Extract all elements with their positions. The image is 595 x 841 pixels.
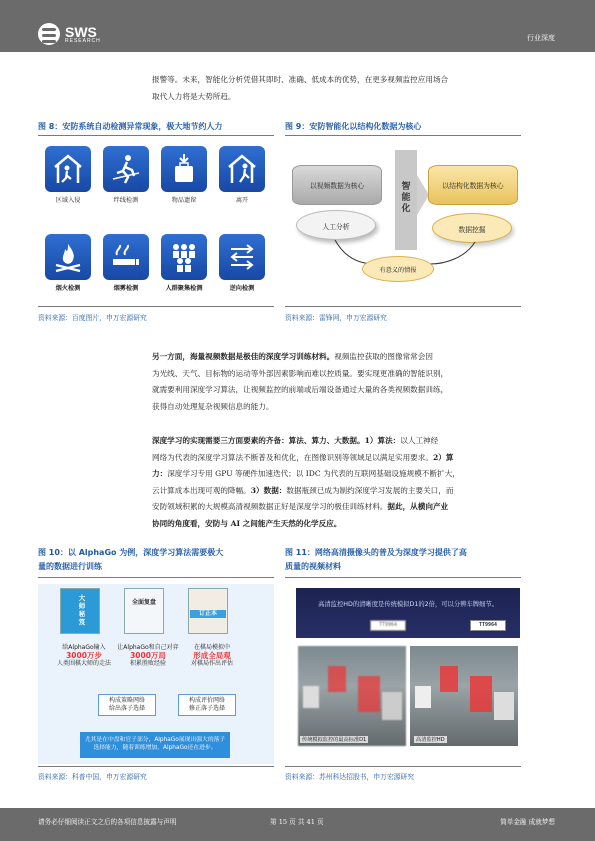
fig8-label-6: 烟雾检测 bbox=[113, 285, 139, 292]
para3-line4b: 3）数据： bbox=[250, 485, 287, 495]
leave-icon bbox=[227, 153, 257, 185]
para3-l1-bold: 深度学习的实现需要三方面要素的齐备：算法、算力、大数据。1）算法： bbox=[152, 436, 401, 445]
col2-c: 积累胜败经验 bbox=[129, 660, 166, 667]
fig11-title bbox=[285, 546, 525, 574]
manual-analysis-label: 人工分析 bbox=[322, 223, 350, 231]
object-left-tile bbox=[161, 146, 207, 192]
logo-mark-icon bbox=[38, 23, 60, 45]
fig11-top-rule bbox=[285, 577, 521, 578]
fire-detect-tile bbox=[45, 234, 91, 280]
box2-l1: 构成评价网络 bbox=[188, 697, 225, 704]
col3-a: 在棋局模拟中 bbox=[193, 644, 230, 651]
fig8-label-1: 区域入侵 bbox=[55, 197, 81, 204]
structured-data-label: 以结构化数据为核心 bbox=[442, 182, 504, 190]
road-image-hd bbox=[410, 646, 518, 746]
footer-slogan: 简单金融 成就梦想 bbox=[500, 818, 555, 826]
book2-title: 全面复盘 bbox=[131, 599, 156, 606]
fig8-label-5: 烟火检测 bbox=[55, 285, 81, 292]
book1-title: 大师秘笈 bbox=[78, 594, 86, 626]
para-deep-learning-data bbox=[152, 349, 558, 415]
page-header bbox=[0, 0, 595, 52]
fig11-title-line2: 质量的视频材料 bbox=[285, 562, 341, 571]
footer-page-number: 第 15 页 共 41 页 bbox=[270, 818, 324, 826]
reverse-detect-tile bbox=[219, 234, 265, 280]
policy-network-box bbox=[98, 694, 156, 716]
box1-l1: 构成策略网络 bbox=[108, 697, 145, 704]
hd-caption: 高清监控HD bbox=[416, 737, 445, 743]
fig8-label-8: 逆向检测 bbox=[229, 285, 255, 292]
box2-l2: 修正落子选择 bbox=[188, 705, 225, 712]
para2-lead: 另一方面，海量视频数据是极佳的深度学习训练材料。 bbox=[152, 352, 335, 361]
para3-l1-rest: 以人工神经 bbox=[400, 436, 439, 445]
fig8-label-4: 离开 bbox=[235, 197, 249, 204]
company-logo bbox=[38, 22, 101, 46]
video-data-label: 以视频数据为核心 bbox=[309, 182, 365, 190]
crowd-tile bbox=[161, 234, 207, 280]
conclusion-l1: 尤其是在中盘和官子部分，AlphaGo展现出强大的落子 bbox=[84, 737, 226, 743]
fig10-title-line2: 量的数据进行训练 bbox=[38, 562, 102, 571]
tripwire-tile bbox=[103, 146, 149, 192]
para-three-elements bbox=[152, 433, 558, 533]
para3-line3a: 力： bbox=[152, 469, 168, 479]
col3-text bbox=[176, 644, 248, 668]
fire-icon bbox=[53, 241, 83, 273]
logo-subtext: RESEARCH bbox=[65, 37, 101, 44]
fig8-source: 资料来源：百度图片，申万宏源研究 bbox=[38, 314, 147, 322]
para2-line4: 获得自动处理复杂视频信息的能力。 bbox=[152, 401, 274, 411]
para3-line5b: 据此，从横向产业 bbox=[387, 502, 449, 512]
fig8-label-3: 物品遗留 bbox=[171, 197, 197, 204]
para3-line2b: 2）算 bbox=[432, 452, 454, 462]
col2-text bbox=[112, 644, 184, 668]
fig8-top-rule bbox=[38, 135, 274, 136]
col1-b: 3000万步 bbox=[66, 651, 102, 660]
fig9-source: 资料来源：雷锋网，申万宏源研究 bbox=[285, 314, 387, 322]
d1-caption: 传统模拟监控的最高标准D1 bbox=[302, 737, 367, 743]
plate-d1: TT9964 bbox=[370, 620, 406, 631]
tripwire-icon bbox=[111, 153, 141, 185]
area-intrusion-tile bbox=[45, 146, 91, 192]
intro-line-1: 报警等。未来，智能化分析凭借其即时、准确、低成本的优势，在更多视频监控应用场合 bbox=[152, 75, 449, 84]
conclusion-l2: 选择能力，随着训练增加，AlphaGo还在进步。 bbox=[93, 745, 217, 751]
col2-b: 3000万局 bbox=[130, 651, 166, 660]
para2-line3: 就需要利用深度学习算法，让视频监控的前端或后端设备通过大量的各类视频数据训练， bbox=[152, 385, 449, 395]
fig8-title: 图 8：安防系统自动检测异常现象，极大地节约人力 bbox=[38, 122, 223, 131]
fig11-title-line1: 图 11：网络高清摄像头的普及为深度学习提供了高 bbox=[285, 548, 467, 557]
fig11-source: 资料来源：苏州科达招股书，申万宏源研究 bbox=[285, 773, 415, 781]
fig8-bottom-rule bbox=[38, 306, 274, 307]
book3-title: 订正本 bbox=[190, 610, 226, 618]
fig11-bottom-rule bbox=[285, 766, 521, 767]
fig9-top-rule bbox=[285, 135, 521, 136]
review-book bbox=[124, 588, 164, 634]
col1-a: 给AlphaGo输入 bbox=[62, 644, 106, 651]
para3-line3b: 深度学习专用 GPU 等硬件加速迭代；以 IDC 为代表的互联网基础设施规模不断扩大， bbox=[167, 469, 460, 479]
intro-line-2: 取代人力将是大势所趋。 bbox=[152, 91, 236, 101]
page-footer bbox=[0, 808, 595, 841]
col3-c: 对棋局作出评估 bbox=[190, 660, 233, 667]
reverse-arrows-icon bbox=[227, 241, 257, 273]
smoke-detect-tile bbox=[103, 234, 149, 280]
value-network-box bbox=[178, 694, 236, 716]
area-intrusion-icon bbox=[53, 153, 83, 185]
data-mining-label: 数据挖掘 bbox=[458, 226, 486, 234]
col2-a: 让AlphaGo和自己对弈 bbox=[117, 644, 179, 651]
luggage-icon bbox=[169, 153, 199, 185]
fig10-source: 资料来源：科普中国，申万宏源研究 bbox=[38, 773, 147, 781]
fig9-bottom-rule bbox=[285, 306, 521, 307]
fig10-bottom-rule bbox=[38, 766, 274, 767]
section-tag: 行业深度 bbox=[527, 34, 555, 42]
alphago-conclusion bbox=[80, 732, 230, 758]
para3-line5a: 安防领域积累的大规模高清视频数据正好是深度学习的极佳训练材料。 bbox=[152, 502, 388, 512]
fig10-title bbox=[38, 546, 278, 574]
fig10-title-line1: 图 10：以 AlphaGo 为例，深度学习算法需要极大 bbox=[38, 548, 224, 557]
plate-hd: TT9964 bbox=[470, 620, 506, 631]
intro-paragraph bbox=[152, 72, 558, 105]
col3-b: 形成全局观 bbox=[193, 651, 231, 660]
road-image-d1 bbox=[298, 646, 406, 746]
intelligence-label bbox=[395, 182, 417, 215]
fig9-title: 图 9：安防智能化以结构化数据为核心 bbox=[285, 122, 422, 131]
logo-text: SWS bbox=[65, 23, 97, 40]
fig8-label-7: 人群聚集检测 bbox=[165, 285, 203, 292]
box1-l2: 给出落子选择 bbox=[108, 705, 145, 712]
fig8-label-2: 绊线检测 bbox=[113, 197, 139, 204]
para2-text1: 视频监控获取的图像常常会因 bbox=[334, 352, 433, 361]
col1-text bbox=[48, 644, 120, 668]
para3-line2a: 网络为代表的深度学习算法不断普及和优化，在图像识别等领域足以满足实用要求。 bbox=[152, 452, 433, 462]
crowd-icon bbox=[169, 241, 199, 273]
center-char-3: 化 bbox=[401, 204, 411, 214]
footer-disclaimer: 请务必仔细阅读正文之后的各项信息披露与声明 bbox=[38, 818, 177, 826]
center-char-2: 能 bbox=[401, 193, 411, 203]
leave-tile bbox=[219, 146, 265, 192]
center-char-1: 智 bbox=[401, 182, 411, 192]
smoke-icon bbox=[111, 241, 141, 273]
intelligence-output-label: 有意义的情报 bbox=[379, 267, 417, 274]
col1-c: 人类围棋大师的走法 bbox=[56, 660, 111, 667]
fig10-top-rule bbox=[38, 577, 274, 578]
para2-line2: 为光线、天气、目标物的运动等外部因素影响而难以控质量。要实现更准确的智能识别， bbox=[152, 368, 449, 378]
fig11-caption: 高清监控HD的清晰度是传统模拟D1的2倍，可以分辨车牌细节。 bbox=[318, 601, 498, 608]
para3-line6: 协同的角度看，安防与 AI 之间能产生天然的化学反应。 bbox=[152, 518, 342, 528]
para3-line4c: 数据瓶颈已成为制约深度学习发展的主要关口，而 bbox=[286, 485, 454, 495]
para3-line4: 云计算成本出现可观的降幅。 bbox=[152, 485, 251, 495]
